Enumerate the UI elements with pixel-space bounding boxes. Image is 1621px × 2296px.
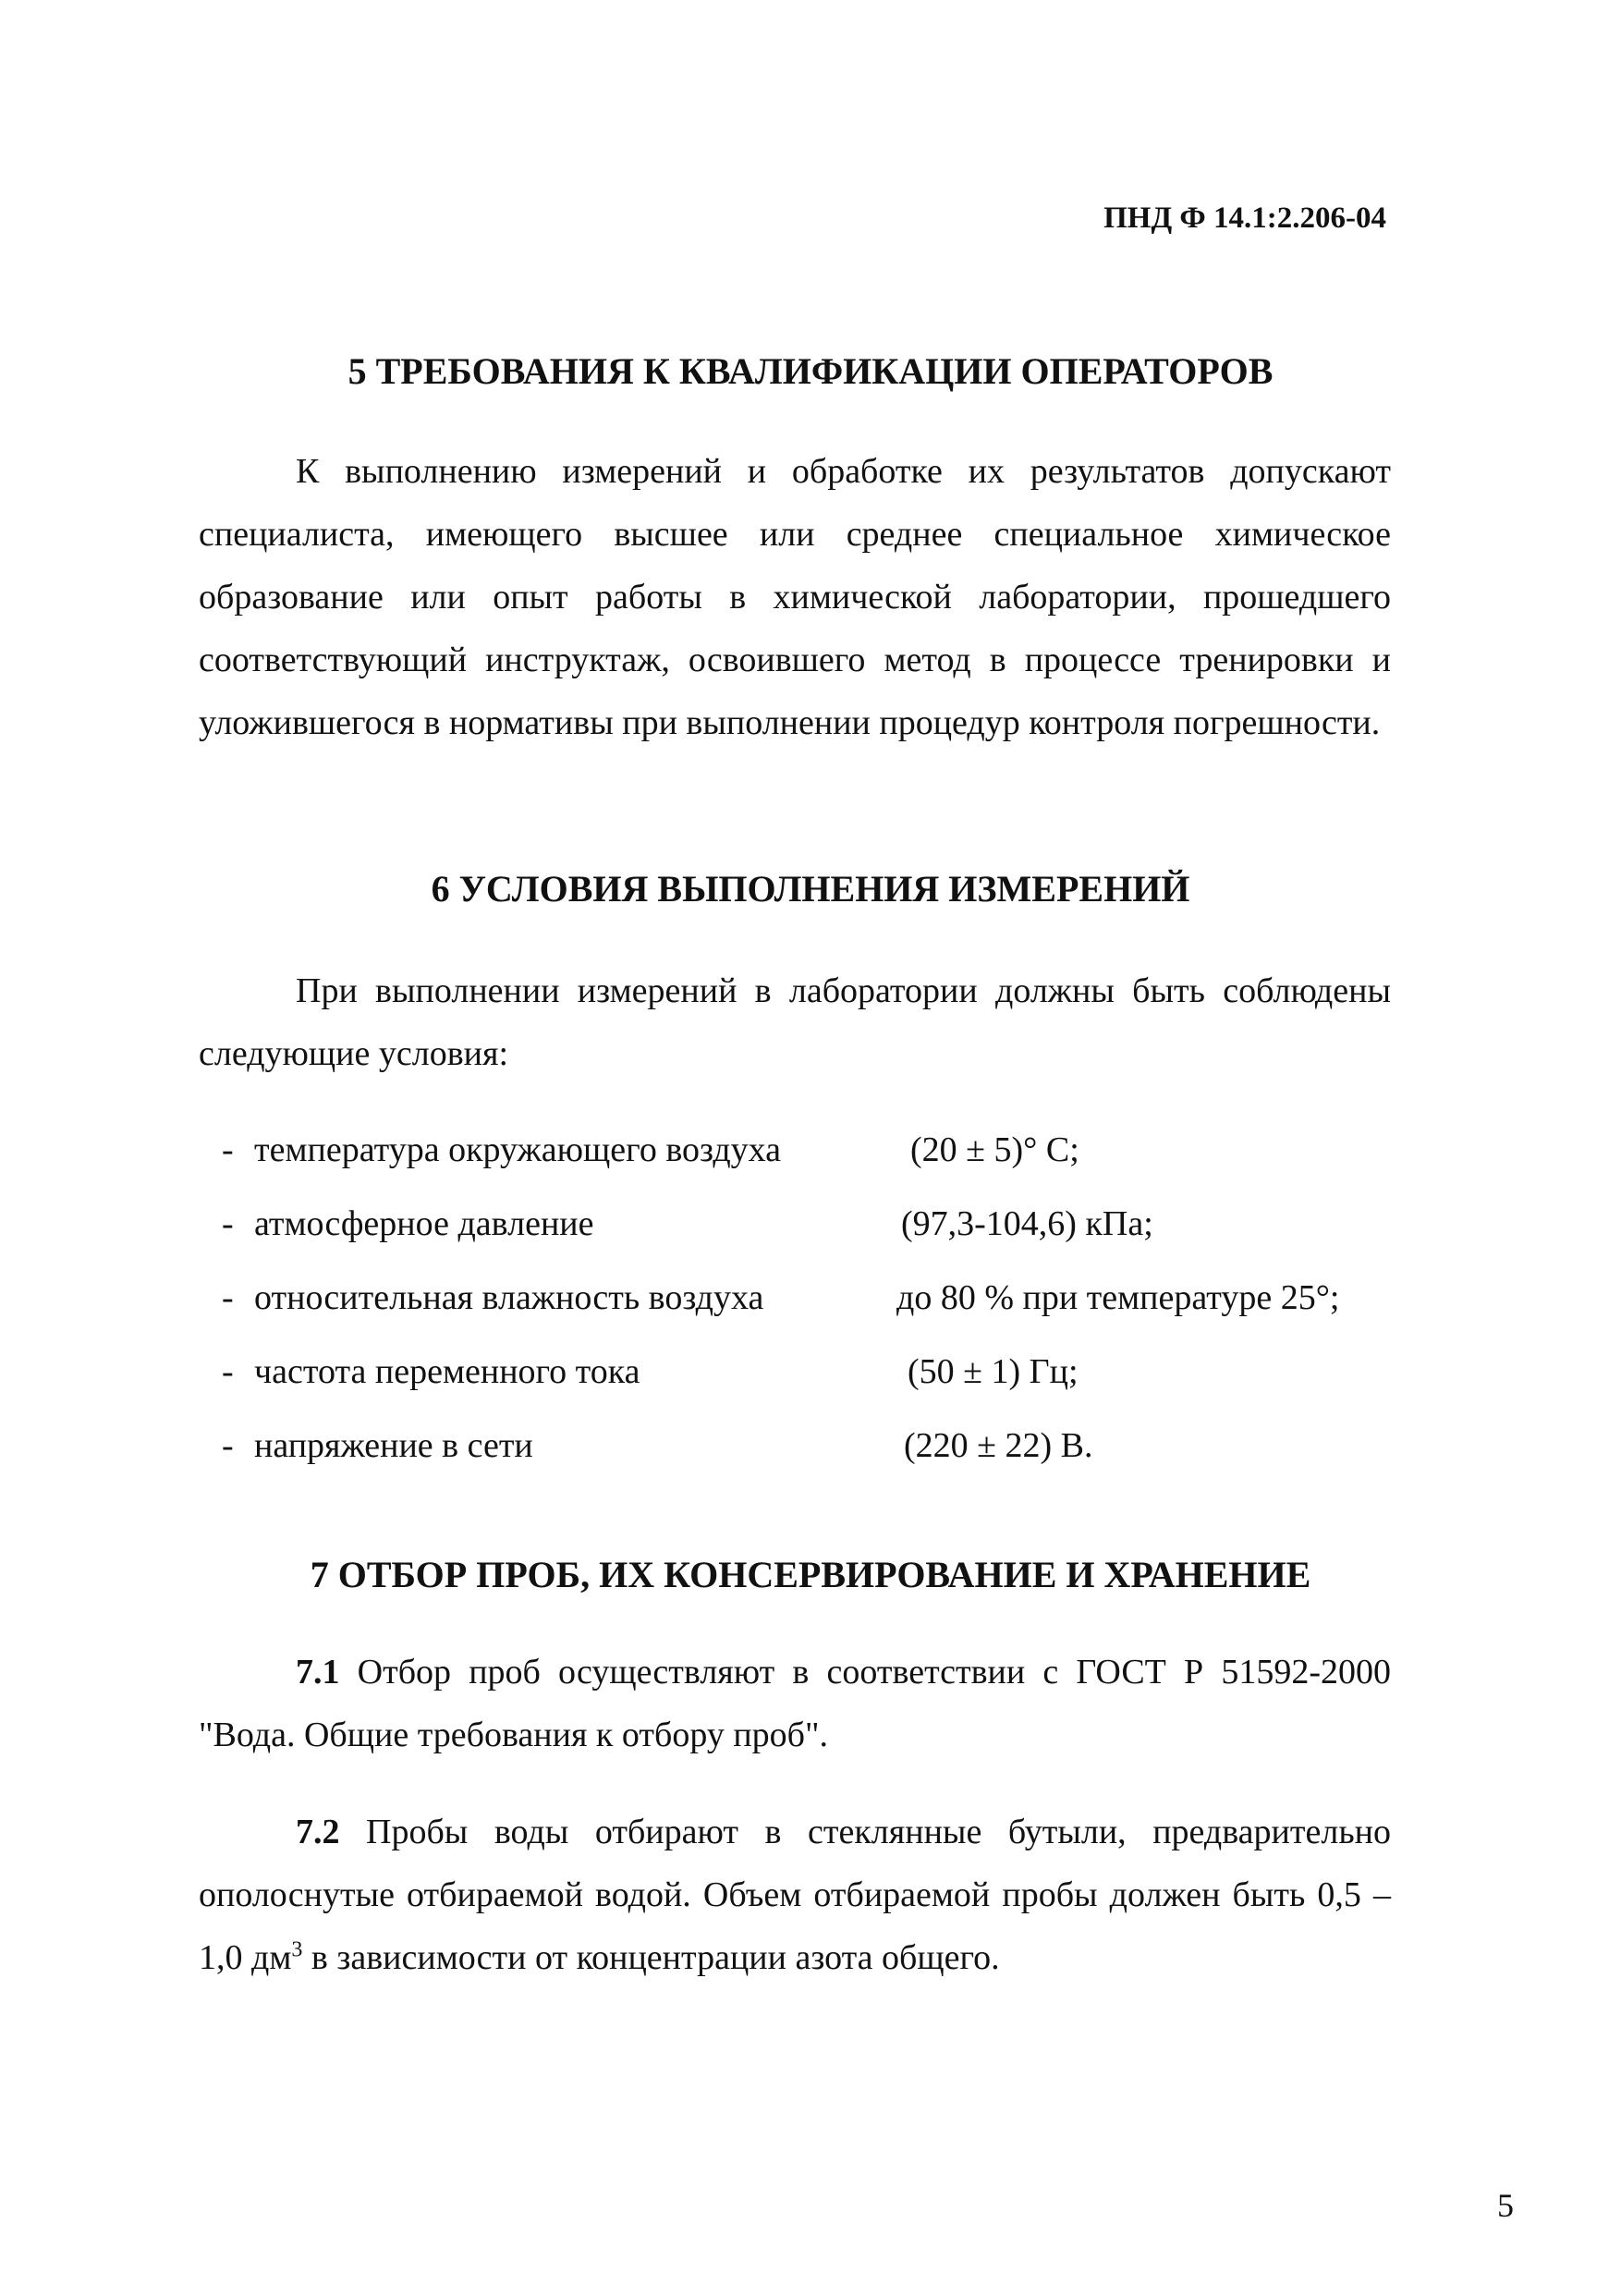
condition-row-pressure bbox=[222, 1203, 1423, 1259]
section-6-heading: 6 УСЛОВИЯ ВЫПОЛНЕНИЯ ИЗМЕРЕНИЙ bbox=[431, 868, 1190, 910]
condition-label: напряжение в сети bbox=[254, 1426, 533, 1465]
section-5-paragraph: К выполнению измерений и обработке их результатов допускают специалиста, имеющего высшее или среднее специальное химическое образование или опыт работы в химической лаборатории, прошедшего соответствующий инструктаж, освоившего метод в процессе тренировки и уложившегося в нормативы при выполнении процедур контроля погрешности. bbox=[199, 452, 1391, 742]
section-7-heading: 7 ОТБОР ПРОБ, ИХ КОНСЕРВИРОВАНИЕ И ХРАНЕНИЕ bbox=[310, 1554, 1311, 1595]
page-number: 5 bbox=[1497, 2187, 1514, 2224]
condition-value: (97,3-104,6) кПа; bbox=[901, 1204, 1153, 1243]
paragraph-number: 7.2 bbox=[296, 1813, 340, 1851]
document-code: ПНД Ф 14.1:2.206-04 bbox=[1103, 202, 1386, 235]
paragraph-7-1 bbox=[199, 1641, 1391, 1766]
paragraph-text-tail: в зависимости от концентрации азота общего. bbox=[302, 1938, 1000, 1977]
condition-label: частота переменного тока bbox=[254, 1352, 640, 1391]
paragraph-text: Отбор проб осуществляют в соответствии с ГОСТ Р 51592-2000 "Вода. Общие требования к отбору проб". bbox=[199, 1653, 1391, 1754]
list-dash: - bbox=[222, 1130, 234, 1169]
list-dash: - bbox=[222, 1352, 234, 1391]
condition-row-frequency bbox=[222, 1351, 1423, 1407]
superscript-cube: 3 bbox=[291, 1937, 303, 1962]
condition-value: до 80 % при температуре 25°; bbox=[896, 1278, 1340, 1317]
paragraph-number: 7.1 bbox=[296, 1653, 340, 1691]
paragraph-text: Пробы воды отбирают в стеклянные бутыли, предварительно ополоснутые отбираемой водой. Объем отбираемой пробы должен быть 0,5 – 1,0 дм bbox=[199, 1813, 1391, 1977]
condition-label: атмосферное давление bbox=[254, 1204, 594, 1243]
list-dash: - bbox=[222, 1204, 234, 1243]
list-dash: - bbox=[222, 1426, 234, 1465]
condition-label: температура окружающего воздуха bbox=[254, 1130, 782, 1169]
condition-row-humidity bbox=[222, 1277, 1423, 1333]
condition-value: (50 ± 1) Гц; bbox=[908, 1352, 1079, 1391]
list-dash: - bbox=[222, 1278, 234, 1317]
condition-label: относительная влажность воздуха bbox=[254, 1278, 764, 1317]
section-5-heading: 5 ТРЕБОВАНИЯ К КВАЛИФИКАЦИИ ОПЕРАТОРОВ bbox=[347, 350, 1274, 392]
condition-row-voltage bbox=[222, 1425, 1423, 1481]
paragraph-7-2 bbox=[199, 1801, 1391, 1989]
section-6-intro: При выполнении измерений в лаборатории должны быть соблюдены следующие условия: bbox=[199, 971, 1391, 1073]
condition-row-temperature bbox=[222, 1130, 1423, 1185]
condition-value: (20 ± 5)° С; bbox=[910, 1130, 1079, 1169]
condition-value: (220 ± 22) В. bbox=[904, 1426, 1093, 1465]
